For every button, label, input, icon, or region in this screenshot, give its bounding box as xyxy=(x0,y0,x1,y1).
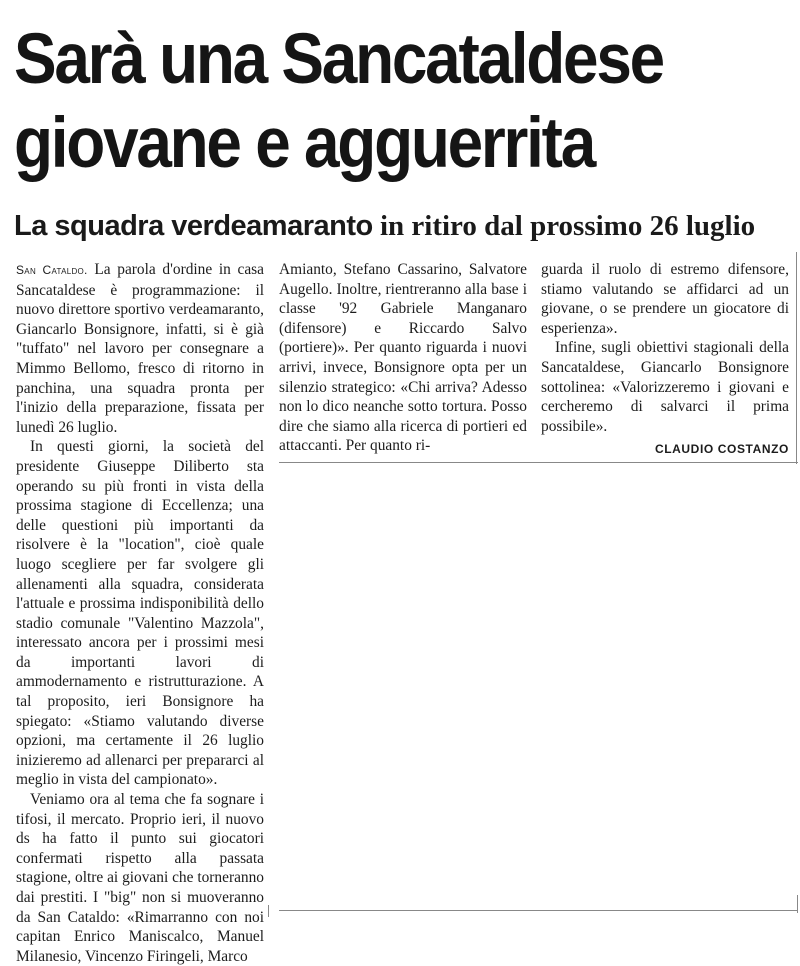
paragraph: Amianto, Stefano Cassarino, Salvatore Augello. Inoltre, rientreranno alla base i classe '92 Gabriele Manganaro (difensore) e Riccardo Salvo (portiere)». Per quanto riguarda i nuovi arrivi, invece, Bonsignore opta per un silenzio strategico: «Chi arriva? Adesso non lo dico neanche sotto tortura. Posso dire che siamo alla ricerca di portieri ed attaccanti. Per quanto ri- xyxy=(279,261,527,455)
paragraph: In questi giorni, la società del presidente Giuseppe Diliberto sta operando su più fronti in vista della prossima stagione di Eccellenza; una delle questioni più importanti da risolvere è la "location", cioè quale luogo scegliere per far svolgere gli allenamenti alla squadra, considerata l'attuale e prossima indisponibilità dello stadio comunale "Valentino Mazzola", interessato ancora per i prossimi mesi da importanti lavori di ammodernamento e ristrutturazione. A tal proposito, ieri Bonsignore ha spiegato: «Stiamo valutando diverse opzioni, ma certamente il 26 luglio inizieremo ad allenarci per prepararci al meglio in vista del campionato». xyxy=(16,438,264,789)
subheadline xyxy=(14,208,755,244)
paragraph: Veniamo ora al tema che fa sognare i tifosi, il mercato. Proprio ieri, il nuovo ds ha fatto il punto sui giocatori confermati rispetto alla passata stagione, oltre ai giovani che torneranno dai prestiti. I "big" non si muoveranno da San Cataldo: «Rimarranno con noi capitan Enrico Maniscalco, Manuel Milanesio, Vincenzo Firingeli, Marco xyxy=(16,791,264,965)
subheadline-rest: in ritiro dal prossimo 26 luglio xyxy=(372,210,756,242)
article-column-2 xyxy=(279,260,527,456)
article-column-3 xyxy=(541,260,789,460)
divider xyxy=(279,462,798,463)
article-column-1 xyxy=(16,260,264,966)
dateline: San Cataldo. xyxy=(16,263,88,277)
divider xyxy=(797,895,798,913)
divider xyxy=(268,905,269,917)
paragraph: guarda il ruolo di estremo difensore, stiamo valutando se affidarci ad un giovane, o se prendere un giocatore di esperienza». xyxy=(541,261,789,337)
paragraph: Infine, sugli obiettivi stagionali della Sancataldese, Giancarlo Bonsignore sottolinea: «Valorizzeremo i giovani e cercheremo di salvarci il prima possibile». xyxy=(541,339,789,435)
headline-line-1: Sarà una Sancataldese xyxy=(14,20,663,99)
paragraph-text: La parola d'ordine in casa Sancataldese è programmazione: il nuovo direttore sportivo verdeamaranto, Giancarlo Bonsignore, infatti, si è già "tuffato" nel lavoro per consegnare a Mimmo Bellomo, fresco di ritorno in panchina, una squadra pronta per l'inizio della preparazione, fissata per lunedì 26 luglio. xyxy=(16,261,264,436)
byline: CLAUDIO COSTANZO xyxy=(654,442,789,457)
headline-line-2: giovane e agguerrita xyxy=(14,104,594,183)
subheadline-strong: La squadra verdeamaranto xyxy=(14,210,373,242)
divider xyxy=(796,252,797,464)
headline xyxy=(14,18,716,186)
paragraph xyxy=(16,260,264,437)
divider xyxy=(279,910,798,911)
